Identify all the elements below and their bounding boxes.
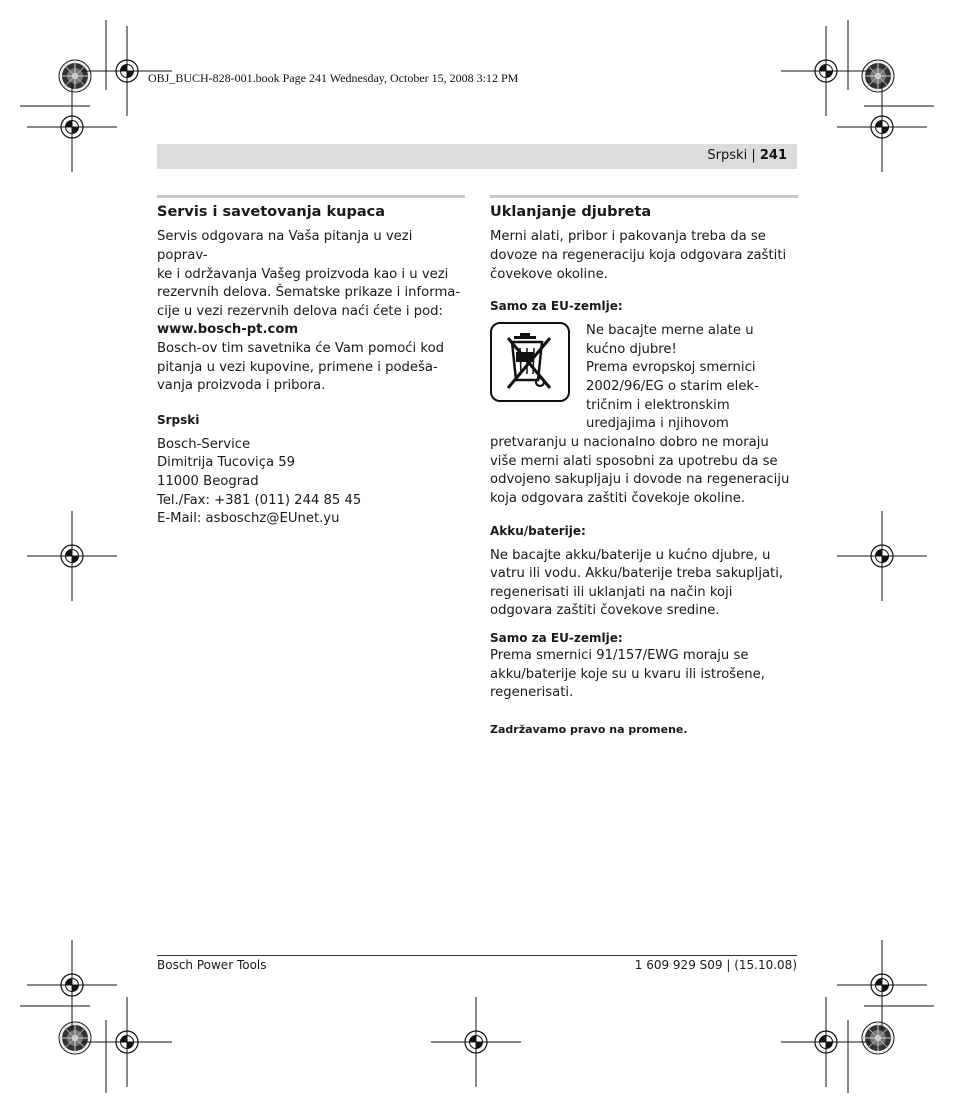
eu-heading: Samo za EU-zemlje: [490,299,623,314]
continuation-line: koja odgovara zaštiti čovekoje okoline. [490,490,746,506]
eu2-line: regenerisati. [490,685,574,701]
running-header [707,148,787,163]
eu-heading-2: Samo za EU-zemlje: [490,630,623,645]
advisor-line: Bosch-ov tim savetnika će Vam pomoći kod [157,340,445,356]
intro-line: dovoze na regeneraciju koja odgovara zaštiti [490,247,787,263]
address-line: Bosch-Service [157,436,251,452]
continuation-line: više merni alati sposobni za upotrebu da se [490,453,778,469]
weee-text [586,322,798,434]
footer-doc-number: 1 609 929 S09 | (15.10.08) [634,958,797,972]
advisor-line: pitanja u vezi kupovine, primene i podeša- [157,359,438,375]
left-column [157,195,465,529]
eu2-line: Prema smernici 91/157/EWG moraju se [490,647,749,663]
service-heading: Servis i savetovanja kupaca [157,204,386,220]
weee-line: Ne bacajte merne alate u [586,323,754,339]
address-line: Dimitrija Tucoviça 59 [157,455,296,471]
right-column [490,195,798,739]
header-language: Srpski [707,148,748,163]
email-line: E-Mail: asboschz@EUnet.yu [157,511,340,527]
reserved-note: Zadržavamo pravo na promene. [490,722,688,736]
service-line: rezervnih delova. Šematske prikaze i informa- [157,285,461,301]
continuation-line: odvojeno sakupljaju i dovode na regeneraciju [490,472,790,488]
battery-line: odgovara zaštiti čovekove sredine. [490,603,720,619]
service-line: cije u vezi rezervnih delova naći ćete i pod: [157,303,443,319]
crossed-out-wheelie-bin-icon [490,322,570,402]
section-rule [490,195,798,198]
weee-block [490,322,798,434]
address-line: Tel./Fax: +381 (011) 244 85 45 [157,492,362,508]
weee-line: Prema evropskoj smernici [586,360,756,376]
section-rule [157,195,465,198]
footer-rule [157,955,797,956]
service-line: ke i održavanja Vašeg proizvoda kao i u vezi [157,266,449,282]
weee-line: 2002/96/EG o starim elek- [586,378,759,394]
weee-line: tričnim i elektronskim [586,397,730,413]
eu2-line: akku/baterije koje su u kvaru ili istrošene, [490,666,765,682]
footer-brand: Bosch Power Tools [157,958,267,972]
battery-heading: Akku/baterije: [490,523,586,538]
intro-line: čovekove okoline. [490,266,608,282]
print-info: OBJ_BUCH-828-001.book Page 241 Wednesday, October 15, 2008 3:12 PM [148,71,519,85]
header-bar [157,144,797,169]
service-line: Servis odgovara na Vaša pitanja u vezi poprav- [157,229,413,263]
weee-line: kućno djubre! [586,341,677,357]
battery-line: Ne bacajte akku/baterije u kućno djubre, u [490,547,771,563]
battery-line: regenerisati ili uklanjati na način koji [490,584,733,600]
intro-line: Merni alati, pribor i pakovanja treba da se [490,229,766,245]
weee-line: uredjajima i njihovom [586,416,729,432]
header-separator: | [751,148,756,163]
page-number: 241 [759,148,787,163]
advisor-line: vanja proizvoda i pribora. [157,378,326,394]
country-heading: Srpski [157,412,200,427]
battery-line: vatru ili vodu. Akku/baterije treba sakupljati, [490,566,784,582]
continuation-line: pretvaranju u nacionalno dobro ne moraju [490,435,769,451]
address-line: 11000 Beograd [157,473,259,489]
disposal-heading: Uklanjanje djubreta [490,204,652,220]
website-link[interactable]: www.bosch-pt.com [157,322,299,338]
